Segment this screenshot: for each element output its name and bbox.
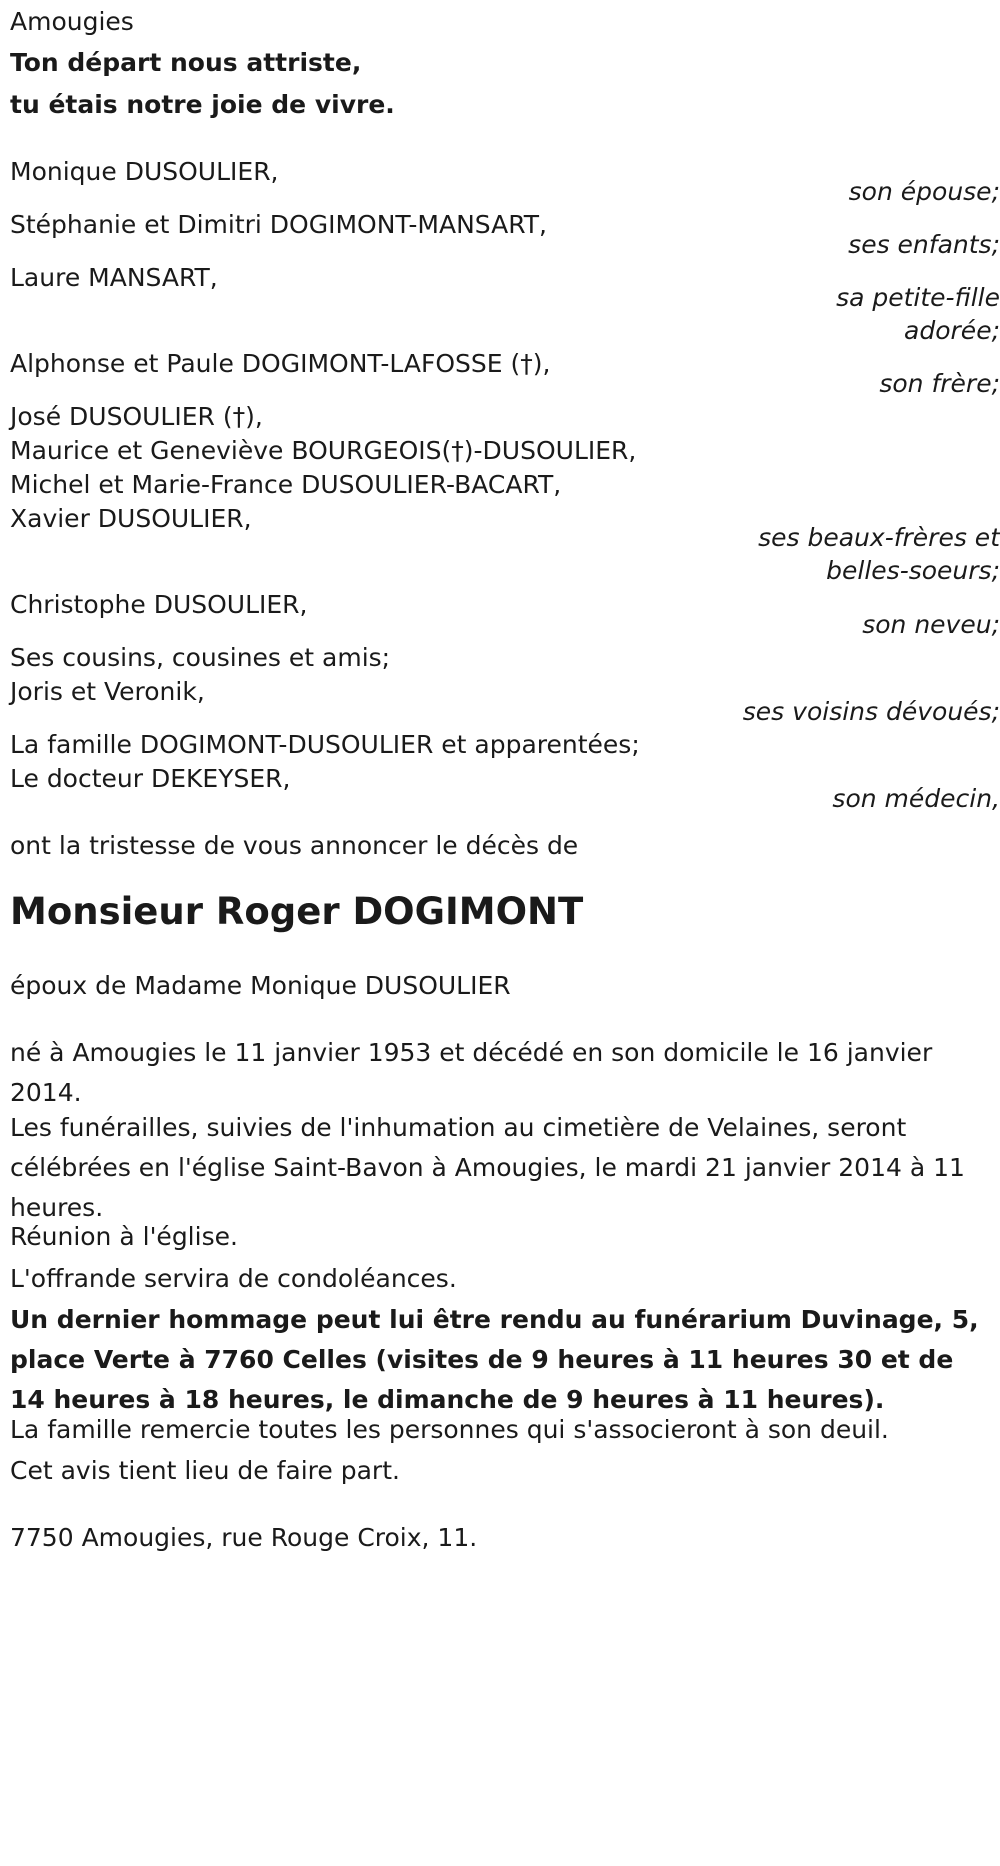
- family-name: Alphonse et Paule DOGIMONT-LAFOSSE (†),: [10, 349, 551, 378]
- family-name: Joris et Veronik,: [10, 677, 205, 706]
- verse-line-2: tu étais notre joie de vivre.: [10, 90, 395, 119]
- family-name: Stéphanie et Dimitri DOGIMONT-MANSART,: [10, 210, 547, 239]
- tribute-note: Un dernier hommage peut lui être rendu au funérarium Duvinage, 5, place Verte à 7760 Celles (visites de 9 heures à 11 heures 30 et de 14 heures à 18 heures, le dimanche de 9 heures à 11 heures).: [10, 1305, 979, 1414]
- family-relation: ses voisins dévoués;: [742, 697, 1000, 726]
- funeral-ceremony: Les funérailles, suivies de l'inhumation au cimetière de Velaines, seront célébrées en l'église Saint-Bavon à Amougies, le mardi 21 janvier 2014 à 11 heures.: [10, 1113, 965, 1222]
- family-relation: ses beaux-frères et: [758, 523, 1000, 552]
- family-name: Laure MANSART,: [10, 263, 218, 292]
- family-relation: son frère;: [879, 369, 1000, 398]
- family-relation: sa petite-fille: [836, 283, 1000, 312]
- family-name: La famille DOGIMONT-DUSOULIER et apparentées;: [10, 730, 640, 759]
- spouse-line: époux de Madame Monique DUSOULIER: [10, 971, 511, 1000]
- family-relation: adorée;: [904, 316, 1000, 345]
- address-line: 7750 Amougies, rue Rouge Croix, 11.: [10, 1523, 478, 1552]
- offering-note: L'offrande servira de condoléances.: [10, 1264, 457, 1293]
- location-heading: Amougies: [10, 7, 134, 36]
- family-name: Maurice et Geneviève BOURGEOIS(†)-DUSOULIER,: [10, 436, 637, 465]
- meeting-note: Réunion à l'église.: [10, 1222, 238, 1251]
- announcement-text: ont la tristesse de vous annoncer le décès de: [10, 831, 579, 860]
- family-name: Monique DUSOULIER,: [10, 157, 279, 186]
- notice-note: Cet avis tient lieu de faire part.: [10, 1456, 400, 1485]
- deceased-name: Monsieur Roger DOGIMONT: [10, 890, 584, 933]
- family-name: Christophe DUSOULIER,: [10, 590, 308, 619]
- verse-line-1: Ton départ nous attriste,: [10, 48, 362, 77]
- family-name: Michel et Marie-France DUSOULIER-BACART,: [10, 470, 562, 499]
- family-relation: son neveu;: [862, 610, 1000, 639]
- thanks-note: La famille remercie toutes les personnes qui s'associeront à son deuil.: [10, 1415, 889, 1444]
- family-relation: ses enfants;: [848, 230, 1000, 259]
- family-name: José DUSOULIER (†),: [10, 402, 263, 431]
- family-relation: belles-soeurs;: [826, 556, 1000, 585]
- family-name: Le docteur DEKEYSER,: [10, 764, 291, 793]
- family-name: Xavier DUSOULIER,: [10, 504, 252, 533]
- family-name: Ses cousins, cousines et amis;: [10, 643, 391, 672]
- birth-death-dates: né à Amougies le 11 janvier 1953 et décédé en son domicile le 16 janvier 2014.: [10, 1038, 933, 1107]
- family-relation: son médecin,: [832, 784, 1000, 813]
- family-relation: son épouse;: [848, 177, 1000, 206]
